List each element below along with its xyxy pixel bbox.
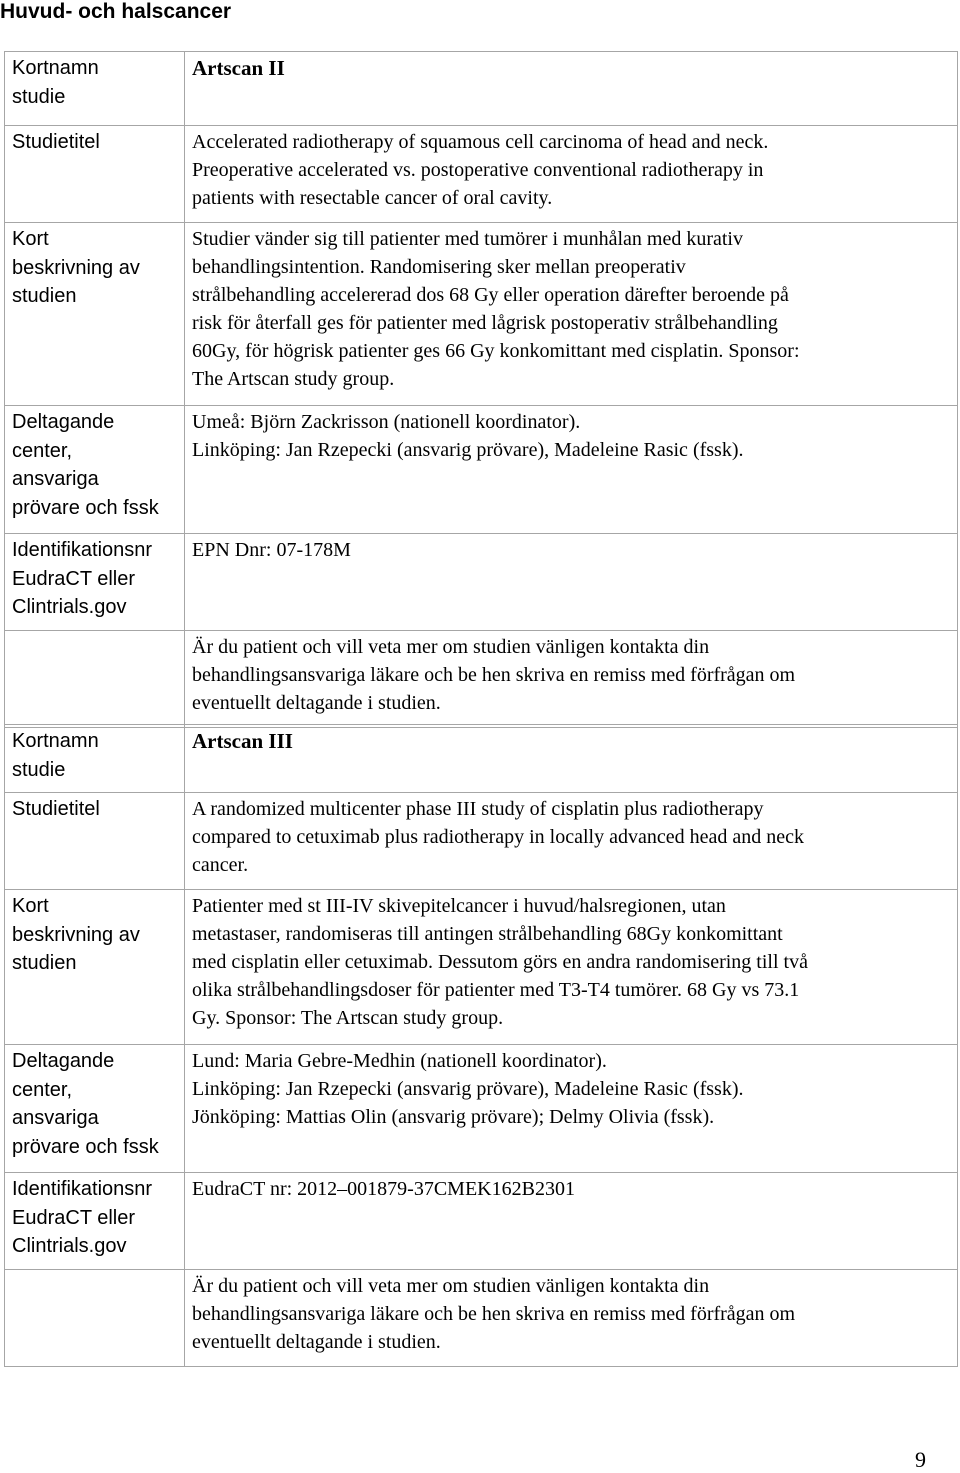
row-title: [5, 126, 958, 223]
label-short-name: Kortnamn studie: [5, 725, 185, 793]
label-title: Studietitel: [5, 793, 185, 890]
page-number: 9: [915, 1447, 926, 1472]
label-title: Studietitel: [5, 126, 185, 223]
study-centers: Lund: Maria Gebre-Medhin (nationell koordinator). Linköping: Jan Rzepecki (ansvarig prövare), Madeleine Rasic (fssk). Jönköping: Mattias Olin (ansvarig prövare); Delmy Olivia (fssk).: [185, 1045, 958, 1173]
row-identification: [5, 534, 958, 631]
label-identification: Identifikationsnr EudraCT eller Clintrials.gov: [5, 534, 185, 631]
study-centers: Umeå: Björn Zackrisson (nationell koordinator). Linköping: Jan Rzepecki (ansvarig prövare), Madeleine Rasic (fssk).: [185, 406, 958, 534]
study-table-artscan-ii: [4, 51, 958, 728]
label-contact-empty: [5, 1270, 185, 1367]
row-description: [5, 890, 958, 1045]
row-identification: [5, 1173, 958, 1270]
study-identification: EudraCT nr: 2012–001879-37CMEK162B2301: [185, 1173, 958, 1270]
study-short-name: Artscan III: [185, 725, 958, 793]
row-centers: [5, 406, 958, 534]
row-short-name: [5, 52, 958, 126]
row-description: [5, 223, 958, 406]
label-description: Kort beskrivning av studien: [5, 223, 185, 406]
study-title: A randomized multicenter phase III study of cisplatin plus radiotherapy compared to cetuximab plus radiotherapy in locally advanced head and neck cancer.: [185, 793, 958, 890]
row-short-name: [5, 725, 958, 793]
page-heading: Huvud- och halscancer: [0, 0, 232, 23]
study-contact: Är du patient och vill veta mer om studien vänligen kontakta din behandlingsansvariga läkare och be hen skriva en remiss med förfrågan om eventuellt deltagande i studien.: [185, 1270, 958, 1367]
label-short-name: Kortnamn studie: [5, 52, 185, 126]
label-centers: Deltagande center, ansvariga prövare och fssk: [5, 1045, 185, 1173]
study-description: Studier vänder sig till patienter med tumörer i munhålan med kurativ behandlingsintention. Randomisering sker mellan preoperativ strålbehandling accelererad dos 68 Gy eller operation därefter beroende på risk för återfall ges för patienter med lågrisk postoperativ strålbehandling 60Gy, för högrisk patienter ges 66 Gy konkomittant med cisplatin. Sponsor: The Artscan study group.: [185, 223, 958, 406]
label-centers: Deltagande center, ansvariga prövare och fssk: [5, 406, 185, 534]
study-title: Accelerated radiotherapy of squamous cell carcinoma of head and neck. Preoperative accelerated vs. postoperative conventional radiotherapy in patients with resectable cancer of oral cavity.: [185, 126, 958, 223]
study-description: Patienter med st III-IV skivepitelcancer i huvud/halsregionen, utan metastaser, randomiseras till antingen strålbehandling 68Gy konkomittant med cisplatin eller cetuximab. Dessutom görs en andra randomisering till två olika strålbehandlingsdoser för patienter med T3-T4 tumörer. 68 Gy vs 73.1 Gy. Sponsor: The Artscan study group.: [185, 890, 958, 1045]
study-contact: Är du patient och vill veta mer om studien vänligen kontakta din behandlingsansvariga läkare och be hen skriva en remiss med förfrågan om eventuellt deltagande i studien.: [185, 631, 958, 728]
row-contact: [5, 631, 958, 728]
row-title: [5, 793, 958, 890]
label-identification: Identifikationsnr EudraCT eller Clintrials.gov: [5, 1173, 185, 1270]
label-description: Kort beskrivning av studien: [5, 890, 185, 1045]
study-short-name: Artscan II: [185, 52, 958, 126]
study-identification: EPN Dnr: 07-178M: [185, 534, 958, 631]
row-contact: [5, 1270, 958, 1367]
row-centers: [5, 1045, 958, 1173]
study-table-artscan-iii: [4, 724, 958, 1367]
label-contact-empty: [5, 631, 185, 728]
